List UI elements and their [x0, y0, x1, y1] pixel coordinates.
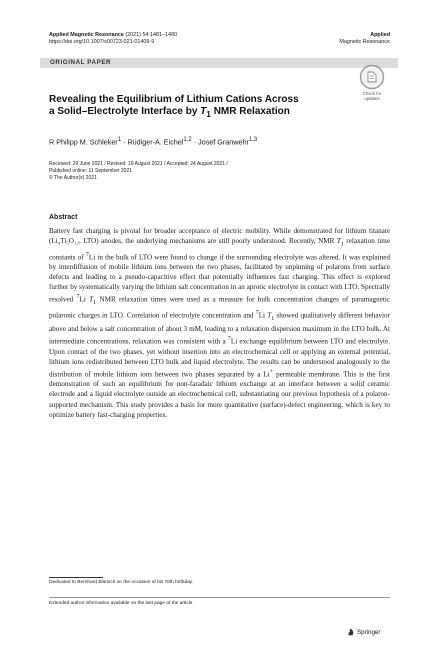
- citation-block: [49, 32, 177, 46]
- author-list: [49, 136, 389, 146]
- author-3[interactable]: Josef Granwehr: [198, 137, 249, 147]
- t1-symbol: T: [267, 311, 272, 320]
- t1-symbol: T: [336, 237, 341, 246]
- brand-top: Applied: [370, 32, 390, 38]
- abstract-heading: Abstract: [49, 214, 78, 221]
- journal-brand: [339, 32, 390, 46]
- author-separator: ·: [121, 137, 128, 147]
- author-3-affil: 1,3: [248, 137, 258, 143]
- t1-subscript: 1: [93, 300, 97, 307]
- paper-title: [49, 94, 359, 120]
- author-1[interactable]: R Philipp M. Schleker: [49, 137, 118, 147]
- li-ion-charge: +: [269, 368, 274, 375]
- dates-line1: Received: 29 June 2021 / Revised: 19 August 2021 / Accepted: 24 August 2021 /: [49, 161, 228, 167]
- citation-volume: (2021) 54:1481–1480: [125, 32, 177, 38]
- footnote-divider: [49, 597, 390, 598]
- li7-mass-number: 7: [76, 294, 80, 301]
- check-for-updates-icon[interactable]: [359, 64, 385, 90]
- dates-line2: Published online: 11 September 2021: [49, 168, 133, 175]
- li7-mass-number: 7: [255, 310, 259, 317]
- t1-subscript: 1: [271, 316, 275, 323]
- abstract-text-1: Battery fast charging is pivotal for broader acceptance of electric mobility. While demonstrated for lithium titanate (: [49, 227, 390, 246]
- author-separator: ·: [191, 137, 199, 147]
- author-2-affil: 1,2: [183, 137, 192, 143]
- author-1-affil: 1: [117, 137, 122, 143]
- li-ion-symbol: Li: [263, 370, 270, 379]
- title-line1: Revealing the Equilibrium of Lithium Cations Across: [49, 94, 299, 105]
- title-line2-suffix: NMR Relaxation: [210, 106, 290, 117]
- dedication-footnote: Dedicated to Bernhard Blümich on the occasion of his 70th birthday.: [49, 580, 194, 585]
- li-symbol: Li: [258, 311, 266, 320]
- li-symbol: Li: [88, 252, 96, 261]
- section-bar: [40, 58, 398, 68]
- abstract-text-3: relaxation time constants of: [49, 237, 391, 261]
- li7-mass-number: 7: [85, 251, 89, 258]
- copyright: © The Author(s) 2021: [49, 175, 97, 182]
- li-symbol: Li: [79, 295, 86, 304]
- title-t1-subscript: 1: [206, 109, 211, 119]
- publisher-name: Springer: [357, 628, 381, 636]
- t1-subscript: 1: [340, 241, 344, 248]
- section-label: ORIGINAL PAPER: [50, 59, 112, 66]
- citation-journal: Applied Magnetic Resonance: [49, 32, 124, 38]
- li-symbol: Li: [230, 337, 238, 346]
- title-line2-prefix: a Solid–Electrolyte Interface by: [49, 106, 201, 117]
- title-t1-symbol: T: [200, 106, 207, 117]
- badge-line2: updates: [364, 96, 380, 101]
- abstract-text-2: , LTO) anodes, the underlying mechanisms are still poorly understood. Recently, NMR: [78, 237, 337, 246]
- publisher-logo: [347, 628, 380, 636]
- abstract-text-6: showed qualitatively different behavior above and below a salt concentration of about 3 mM, leading to a relaxation dispersion maximum in the LTO bulk. At intermediate concentrations, relaxation was consistent with a: [49, 311, 390, 346]
- li7-mass-number: 7: [227, 336, 231, 343]
- abstract-text-4: in the bulk of LTO were found to change if the surrounding electrolyte was altered. It was explained by interdiffusion of mobile lithium ions between the two phases, facilitated by unpinning of polarons from surface defects and leading to a pseudo-capacitive effect that potentially influences fast charging. This effect is explored further by systematically varying the lithium salt concentration in an aprotic electrolyte in contact with LTO. Spectrally resolved: [49, 252, 390, 304]
- abstract-text-8: permeable membrane. This is the first demonstration of such an equilibrium for non-faradaic lithium exchange at an interface between a solid ceramic electrode and a liquid electrolyte outside an electrochemical cell, substantiating our previous hypothesis of a polaron-supported mechanism. This study provides a basis for more quantitative (surface)-defect engineering, which is key to optimize battery fast-charging properties.: [49, 370, 391, 419]
- badge-line1: Check for: [362, 91, 382, 96]
- abstract-body: [49, 226, 390, 420]
- brand-bottom: Magnetic Resonance: [339, 39, 390, 45]
- extended-info-footnote: Extended author information available on the last page of the article: [49, 601, 193, 606]
- abstract-text-7: exchange equilibrium between LTO and electrolyte. Upon contact of the two phases, yet without insertion into an electrochemical cell or applying an external potential, lithium ions redistributed between LTO bulk and liquid electrolyte. The results can be understood analogously to the distribution of mobile lithium ions between two phases separated by a: [49, 337, 390, 379]
- check-for-updates-label: [355, 91, 389, 101]
- doi-link[interactable]: https://doi.org/10.1007/s00723-021-01409-9: [49, 39, 155, 45]
- abstract-text-5: NMR relaxation times were used as a measure for bulk concentration changes of paramagnetic polaronic charges in LTO. Correlation of electrolyte concentration and: [49, 295, 390, 320]
- author-2[interactable]: Rüdiger-A. Eichel: [127, 137, 184, 147]
- t1-symbol: T: [89, 295, 94, 304]
- publication-dates: [49, 161, 389, 183]
- springer-horse-icon: [347, 628, 355, 636]
- lto-formula: Li₄Ti₅O₁₂: [51, 237, 79, 246]
- footnote-divider: [49, 577, 103, 578]
